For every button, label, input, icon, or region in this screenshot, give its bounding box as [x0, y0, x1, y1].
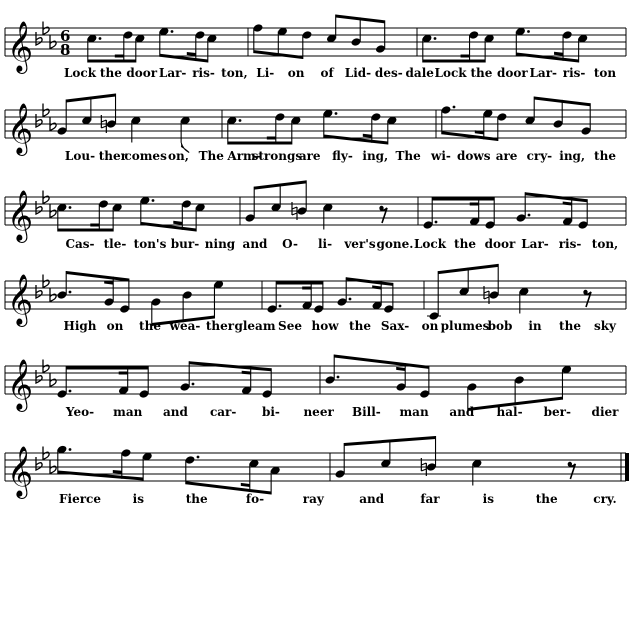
treble-clef-icon: 𝄞 — [7, 359, 34, 410]
lyric-syllable: ris- — [562, 66, 586, 80]
lyric-syllable: li- — [317, 237, 333, 251]
beam-secondary — [554, 52, 563, 56]
time-signature-numerator: 6 — [60, 27, 71, 45]
lyric-syllable: ton, — [591, 237, 619, 251]
dot — [239, 119, 242, 122]
lyric-syllable: the — [349, 319, 371, 333]
lyric-syllable: ray — [302, 492, 324, 506]
lyric-syllable: in — [528, 319, 542, 333]
lyric-syllable: See — [278, 319, 302, 333]
beam — [160, 54, 208, 63]
lyric-syllable: is — [132, 492, 144, 506]
lyric-syllable: Li- — [256, 66, 275, 80]
lyric-syllable: dier — [591, 405, 619, 419]
flat-icon — [36, 114, 42, 127]
lyric-syllable: tle- — [103, 237, 127, 251]
beam-secondary — [461, 55, 470, 58]
beam-secondary — [90, 224, 99, 227]
lyric-syllable: are — [298, 149, 321, 163]
dot — [69, 448, 72, 451]
lyric-syllable: ver's — [344, 237, 376, 251]
lyric-syllable: ton, — [221, 66, 248, 80]
lyric-syllable: the — [99, 66, 122, 80]
lyric-syllable: the — [559, 319, 581, 333]
beam — [66, 367, 148, 370]
lyric-syllable: dows — [457, 149, 491, 163]
dot — [349, 298, 352, 301]
lyric-syllable: hal- — [496, 405, 523, 419]
beam — [423, 60, 485, 63]
treble-clef-icon: 𝄞 — [7, 190, 34, 241]
lyric-syllable: ris- — [558, 237, 582, 251]
dot — [337, 376, 340, 379]
lyric-syllable: and — [163, 405, 188, 419]
beam-secondary — [563, 201, 572, 205]
lyric-syllable: ton — [593, 66, 617, 80]
beam-secondary — [173, 221, 182, 225]
lyric-syllable: comes — [124, 149, 167, 163]
beam — [516, 53, 578, 63]
beam-secondary — [187, 52, 196, 56]
eighth-rest-icon — [380, 208, 387, 223]
lyric-syllable: ther — [98, 149, 127, 163]
lyric-syllable: bi- — [261, 405, 280, 419]
lyric-syllable: plumes — [440, 319, 490, 333]
lyric-syllable: ing, — [362, 149, 389, 163]
time-signature-denominator: 8 — [60, 41, 71, 59]
lyric-syllable: on — [421, 319, 439, 333]
lyric-syllable: on, — [167, 149, 189, 163]
lyric-syllable: Lock — [434, 66, 467, 80]
lyric-syllable: the — [454, 237, 476, 251]
lyric-syllable: the — [470, 66, 493, 80]
lyric-syllable: cry- — [526, 149, 553, 163]
lyric-syllable: dale — [405, 66, 434, 80]
staff-system — [5, 264, 626, 327]
beam — [334, 354, 429, 368]
treble-clef-icon: 𝄞 — [7, 21, 34, 72]
lyric-syllable: and — [242, 237, 268, 251]
lyric-syllable: bob — [487, 319, 513, 333]
lyric-syllable: gone. — [376, 237, 414, 251]
dot — [279, 305, 282, 308]
beam — [442, 131, 498, 141]
lyric-syllable: Lar- — [521, 237, 549, 251]
beam — [88, 60, 136, 63]
lyric-syllable: cry. — [593, 492, 617, 506]
lyric-syllable: Lou- — [64, 149, 96, 163]
beam-secondary — [372, 285, 381, 289]
flat-icon — [36, 457, 42, 470]
beam-secondary — [115, 55, 124, 58]
flat-icon — [36, 285, 42, 298]
lyric-syllable: ning — [204, 237, 236, 251]
beam-secondary — [241, 483, 250, 487]
treble-clef-icon: 𝄞 — [7, 103, 34, 154]
lyric-syllable: on — [287, 66, 305, 80]
dot — [69, 206, 72, 209]
dot — [69, 291, 72, 294]
lyric-syllable: Sax- — [380, 319, 410, 333]
lyric-syllable: ber- — [543, 405, 571, 419]
lyric-syllable: Cas- — [65, 237, 95, 251]
dot — [152, 199, 155, 202]
beam-secondary — [470, 203, 479, 206]
lyric-syllable: man — [399, 405, 429, 419]
lyric-syllable: door — [496, 66, 528, 80]
lyric-syllable: Bill- — [351, 405, 381, 419]
beam-secondary — [267, 137, 276, 140]
beam — [276, 282, 323, 285]
dot — [69, 390, 72, 393]
lyric-syllable: des- — [374, 66, 403, 80]
lyric-syllable: and — [359, 492, 385, 506]
lyric-syllable: wea- — [169, 319, 201, 333]
flat-icon — [36, 370, 42, 383]
flat-icon — [36, 32, 42, 45]
lyric-syllable: the — [594, 149, 616, 163]
lyric-syllable: O- — [282, 237, 298, 251]
lyric-syllable: man — [113, 405, 143, 419]
treble-clef-icon: 𝄞 — [7, 446, 34, 497]
lyric-syllable: ton's — [133, 237, 167, 251]
beam — [228, 142, 292, 145]
beam — [58, 471, 143, 481]
lyric-syllable: strongs — [251, 149, 303, 163]
lyric-syllable: car- — [209, 405, 237, 419]
lyric-syllable: door — [126, 66, 158, 80]
staff-system — [5, 354, 626, 412]
beam-secondary — [302, 287, 311, 290]
lyric-syllable: gleam — [234, 319, 276, 333]
beam — [324, 135, 388, 145]
lyric-syllable: Lar- — [529, 66, 557, 80]
lyric-syllable: ther — [205, 319, 235, 333]
lyric-syllable: Lock — [413, 237, 447, 251]
beam-secondary — [119, 372, 128, 375]
lyric-syllable: the — [185, 492, 208, 506]
lyric-syllable: is — [482, 492, 494, 506]
beam — [346, 277, 393, 286]
dot — [527, 30, 530, 33]
dot — [528, 214, 531, 217]
flat-icon — [36, 201, 42, 214]
lyric-syllable: The — [198, 149, 224, 163]
lyric-syllable: door — [484, 237, 516, 251]
lyric-syllable: sky — [593, 319, 617, 333]
lyric-syllable: how — [311, 319, 339, 333]
lyric-syllable: Lid- — [344, 66, 372, 80]
lyric-syllable: ris- — [192, 66, 215, 80]
eighth-rest-icon — [584, 292, 591, 307]
lyric-syllable: High — [63, 319, 97, 333]
lyric-syllable: wi- — [431, 149, 451, 163]
lyric-syllable: far — [420, 492, 440, 506]
beam — [432, 198, 494, 201]
beam-secondary — [113, 470, 122, 474]
beam-secondary — [396, 367, 405, 371]
beam — [141, 222, 196, 232]
lyric-syllable: fo- — [245, 492, 265, 506]
lyric-syllable: and — [449, 405, 475, 419]
dot — [335, 112, 338, 115]
dot — [434, 37, 437, 40]
lyric-syllable: of — [320, 66, 334, 80]
lyric-syllable: Arm- — [227, 149, 261, 163]
lyric-syllable: on — [106, 319, 124, 333]
lyric-syllable: ing, — [559, 149, 586, 163]
lyric-syllable: The — [395, 149, 421, 163]
lyric-syllable: Lar- — [158, 66, 187, 80]
treble-clef-icon: 𝄞 — [7, 274, 34, 325]
dot — [99, 37, 102, 40]
dot — [171, 30, 174, 33]
lyric-syllable: Yeo- — [65, 405, 95, 419]
beam-secondary — [242, 371, 251, 375]
staff-system — [5, 180, 626, 243]
dot — [197, 456, 200, 459]
lyric-syllable: the — [139, 319, 161, 333]
lyric-syllable: the — [535, 492, 558, 506]
dot — [453, 106, 456, 109]
eighth-rest-icon — [568, 464, 575, 479]
beam — [66, 271, 129, 282]
beam — [58, 229, 113, 232]
staff-system — [5, 436, 629, 499]
final-barline — [625, 453, 629, 481]
dot — [192, 383, 195, 386]
beam-secondary — [363, 134, 372, 138]
lyric-syllable: Lock — [63, 66, 97, 80]
dot — [435, 221, 438, 224]
lyric-syllable: Fierce — [59, 492, 101, 506]
staff-system — [5, 94, 626, 156]
lyric-syllable: are — [495, 149, 518, 163]
lyric-syllable: bur- — [170, 237, 200, 251]
lyric-syllable: neer — [303, 405, 334, 419]
lyric-syllable: fly- — [332, 149, 353, 163]
